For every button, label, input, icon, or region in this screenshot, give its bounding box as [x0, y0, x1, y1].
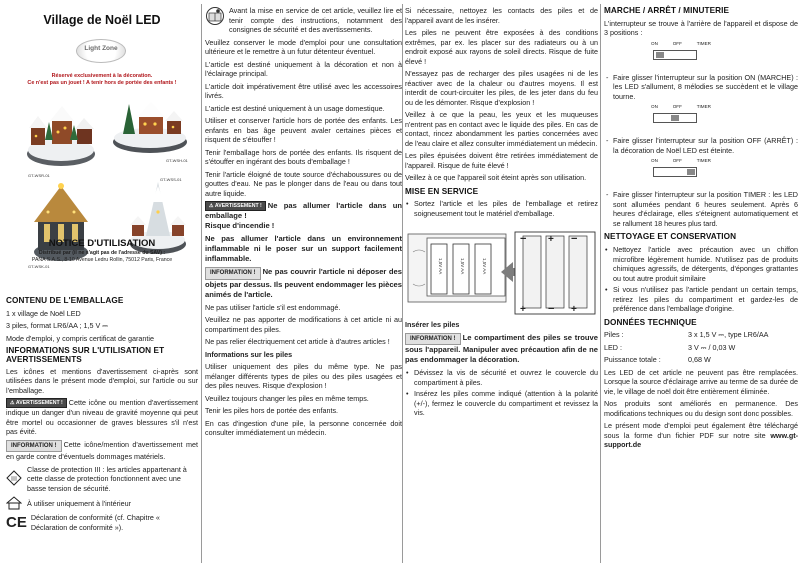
contents-item: Mode d'emploi, y compris certificat de garantie [6, 333, 154, 343]
info-badge: INFORMATION ! [205, 267, 261, 280]
divider-1 [201, 4, 202, 563]
list-item: • Insérez les piles comme indiqué (attention à la polarité (+/-), fermez le couvercle du compartiment et revissez la vis. [405, 389, 598, 418]
plus-sign: + [548, 234, 554, 246]
info-intro: Les icônes et mentions d'avertissement ci-après sont utilisées dans le présent mode d'emploi, sur l'article ou sur l'emballage. [6, 366, 198, 395]
class3-text: Classe de protection III : les articles appartenant à cette classe de protection fonctionnent avec une basse tension de sécurité. [27, 464, 187, 493]
insert-heading: Insérer les piles [405, 320, 460, 330]
list-item: • Si vous n'utilisez pas l'article pendant un certain temps, retirez les piles du compartiment et gardez-les de préférence dans l'emballage d'origine. [604, 285, 798, 314]
switch-on-item: - Faire glisser l'interrupteur sur la position ON (MARCHE) : les LED s'allument, 8 mélodies se succèdent et le village tourne. [604, 73, 798, 102]
para: Si nécessaire, nettoyez les contacts des piles et de l'appareil avant de les insérer. [405, 6, 598, 25]
para: L'article est destiné uniquement à un usage domestique. [205, 103, 385, 113]
product-image-wsh [109, 90, 191, 155]
info-cover: INFORMATION ! Ne pas couvrir l'article ni déposer des objets par dessus. Ils peuvent endommager les pièces animés de l'article. [205, 267, 402, 299]
switch-timer-item: - Faire glisser l'interrupteur sur la position TIMER : les LED sont allumées pendant 6 heures seulement. Après 6 heures d'éclairage, elles s'éteignent automatiquement et se rallument 18 heures plus tard. [604, 190, 798, 228]
warning-badge: ⚠ AVERTISSEMENT ! [6, 398, 67, 408]
read-manual-icon [205, 7, 225, 25]
contents-item: 3 piles, format LR6/AA ; 1,5 V ⎓ [6, 321, 109, 331]
batteries-heading: Informations sur les piles [205, 349, 293, 359]
indoor-house-icon [6, 496, 22, 510]
svg-text:III: III [11, 476, 17, 483]
para: Les piles épuisées doivent être retirées immédiatement de l'appareil. Risque de fuite élevé ! [405, 151, 598, 170]
service-list [405, 199, 598, 218]
page-title: Village de Noël LED [43, 13, 161, 27]
info-explanation: INFORMATION ! Cette icône/mention d'avertissement met en garde contre d'éventuels dommages matériels. [6, 439, 198, 462]
notice-title: NOTICE D'UTILISATION [48, 238, 156, 249]
para: Veuillez conserver le mode d'emploi pour une consultation ultérieure et le remettre à un futur détenteur éventuel. [205, 37, 402, 56]
para: Les piles ne peuvent être exposées à des conditions extrêmes, par ex. les placer sur des radiateurs ou à un endroit exposé aux rayons de soleil directs. Risque de fuite élevé ! [405, 28, 598, 66]
caption-wsr: GT-WSR-01 [28, 173, 50, 178]
clean-list [604, 245, 798, 314]
info-compartment: INFORMATION ! Le compartiment des piles se trouve sous l'appareil. Manipuler avec précaution afin de ne pas endommager la décoration. [405, 332, 598, 365]
switch-diagram-off: ON OFF TIMER [651, 104, 711, 132]
contents-heading: CONTENU DE L'EMBALLAGE [6, 296, 124, 305]
spec-row: LED : 3 V ⎓ / 0,03 W [604, 342, 736, 352]
para: En cas d'ingestion d'une pile, la personne concernée doit consulter immédiatement un médecin. [205, 418, 402, 438]
info-badge: INFORMATION ! [405, 333, 461, 346]
column-2 [205, 6, 402, 563]
indoor-text: À utiliser uniquement à l'intérieur [27, 498, 132, 508]
column-4 [604, 6, 798, 563]
warn-explanation: ⚠ AVERTISSEMENT ! Cette icône ou mention d'avertissement indique un danger d'un niveau de gravité moyenne qui peut être mortel ou occasionner de graves blessures s'il n'est pas évité. [6, 398, 198, 437]
plus-sign: + [520, 304, 526, 316]
switch-diagram-on: ON OFF TIMER [651, 41, 711, 69]
warning-flammable: Ne pas allumer l'article dans un environnement inflammable ni le poser sur un support facilement inflammable. [205, 234, 402, 264]
info-badge: INFORMATION ! [6, 440, 62, 453]
contents-item: 1 x village de Noël LED [6, 308, 81, 318]
para: Veillez à ce que l'appareil soit éteint après son utilisation. [405, 173, 587, 182]
indoor-row [6, 496, 198, 510]
column-3 [405, 6, 598, 563]
tech-heading: DONNÉES TECHNIQUE [604, 317, 697, 327]
warning-fire: ⚠ AVERTISSEMENT ! Ne pas allumer l'article dans un emballage ! Risque d'incendie ! [205, 201, 402, 231]
para: Utiliser et conserver l'article hors de portée des enfants. Les enfants en bas âge peuvent avaler certaines pièces et risquent de s'étouffer ! [205, 116, 402, 144]
list-item: • Sortez l'article et les piles de l'emballage et retirez soigneusement tout le matériel d'emballage. [405, 199, 598, 218]
para: Tenir les piles hors de portée des enfants. [205, 406, 339, 416]
brand-name: Light Zone [84, 45, 118, 52]
para: Ne pas relier électriquement cet article à d'autres articles ! [205, 337, 390, 347]
caption-wsk: GT-WSK-01 [28, 264, 50, 269]
service-heading: MISE EN SERVICE [405, 186, 479, 196]
switch-off-item: - Faire glisser l'interrupteur sur la position OFF (ARRÊT) : la décoration de Noël LED est éteinte. [604, 136, 798, 155]
para: Veillez à ce que la peau, les yeux et les muqueuses n'entrent pas en contact avec le liquide des piles. En cas de contact, rincez abondamment les parties concernées avec de l'eau claire et allez consulter immédiatement un médecin. [405, 110, 598, 148]
para: Veuillez ne pas apporter de modifications à cet article ni au compartiment des piles. [205, 315, 402, 334]
para: Tenir l'emballage hors de portée des enfants. Ils risquent de s'étouffer en ingérant des bouts d'emballage ! [205, 147, 402, 166]
para: Les LED de cet article ne peuvent pas être remplacées. Lorsque la source d'éclairage arrive au terme de sa durée de vie, le village de noël doit être entièrement éliminée. [604, 367, 798, 396]
divider-3 [600, 4, 601, 563]
minus-sign: − [520, 233, 527, 246]
para: Veuillez toujours changer les piles en même temps. [205, 393, 369, 403]
download-info: Le présent mode d'emploi peut également être téléchargé sous la forme d'un fichier PDF sur notre site www.gt-support.de [604, 421, 798, 450]
clean-heading: NETTOYAGE ET CONSERVATION [604, 232, 737, 242]
battery-label-3: 1,5V AA [482, 258, 487, 275]
distributor-line-2: PANA S.A.S., 8-10 Avenue Ledru Rollin, 75012 Paris, France [31, 257, 173, 263]
caption-wsh: GT-WSH-01 [166, 158, 188, 163]
contents-section [6, 296, 198, 532]
para: Tenir l'article éloigné de toute source d'échaboussures ou de gouttes d'eau. Ne pas le plonger dans de l'eau ou dans tout autre liquide. [205, 169, 402, 198]
ce-mark-icon: CE [6, 514, 27, 532]
switch-intro: L'interrupteur se trouve à l'arrière de l'appareil et dispose de 3 positions : [604, 18, 798, 38]
info-heading: INFORMATIONS SUR L'UTILISATION ET AVERTISSEMENTS [6, 346, 165, 364]
switch-diagram-timer: ON OFF TIMER [651, 158, 711, 186]
list-item: • Dévissez la vis de sécurité et ouvrez le couvercle du compartiment à piles. [405, 368, 598, 387]
read-instructions: Avant la mise en service de cet article, veuillez lire et tenir compte des instructions, notamment des consignes de sécurité et des avertissements. [205, 6, 402, 35]
minus-sign: − [571, 233, 578, 246]
para: L'article est destiné uniquement à la décoration et non à l'éclairage principal. [205, 59, 402, 78]
divider-2 [402, 4, 403, 563]
insert-steps [405, 368, 598, 418]
reserved-line-2: Ce n'est pas un jouet ! A tenir hors de portée des enfants ! [27, 80, 177, 86]
list-item: • Nettoyez l'article avec précaution avec un chiffon microfibre légèrement humide. N'utilisez pas de produits chimiques agressifs, de détergents, d'éponges grattantes ou tout autre produit similaire [604, 245, 798, 283]
distributor-line-1: Distribué par (il ne s'agit pas de l'adresse du SAV) : [38, 250, 166, 256]
battery-diagram [405, 222, 598, 318]
minus-sign: − [548, 303, 555, 316]
battery-label-1: 1,5V AA [438, 258, 443, 275]
switch-heading: MARCHE / ARRÊT / MINUTERIE [604, 6, 730, 15]
para: Utiliser uniquement des piles du même type. Ne pas mélanger différents types de piles ou des piles usagées et des piles neuves. Risque d'explosion ! [205, 362, 402, 391]
para: Nos produits sont améliorés en permanence. Des modifications techniques ou du design sont donc possibles. [604, 399, 798, 418]
spec-row: Piles : 3 x 1,5 V ⎓, type LR6/AA [604, 330, 769, 340]
ce-row [6, 513, 198, 532]
spec-row: Puissance totale : 0,68 W [604, 355, 711, 365]
reserved-line-1: Réservé exclusivement à la décoration. [51, 73, 153, 79]
warning-badge: ⚠ AVERTISSEMENT ! [205, 201, 266, 211]
protection-class-3-icon [6, 470, 22, 486]
ce-text: Déclaration de conformité (cf. Chapitre « Déclaration de conformité »). [30, 513, 160, 532]
para: Ne pas utiliser l'article s'il est endommagé. [205, 302, 341, 312]
product-image-wsr [23, 92, 100, 170]
para: L'article doit impérativement être utilisé avec les accessoires livrés. [205, 81, 402, 100]
caption-wss: GT-WSS-01 [160, 177, 182, 182]
para: N'essayez pas de recharger des piles usagées ni de les réactiver avec de la chaleur ou d'autres moyens. Il est interdit de court-circuiter les piles, de les jeter dans du feu ou de les démonter. Risque d'explosion ! [405, 69, 598, 107]
column-1 [6, 6, 198, 563]
battery-label-2: 1,5V AA [460, 258, 465, 275]
plus-sign: + [571, 304, 577, 316]
support-link[interactable]: www.gt-support.de [604, 430, 798, 450]
class3-row [6, 465, 198, 494]
